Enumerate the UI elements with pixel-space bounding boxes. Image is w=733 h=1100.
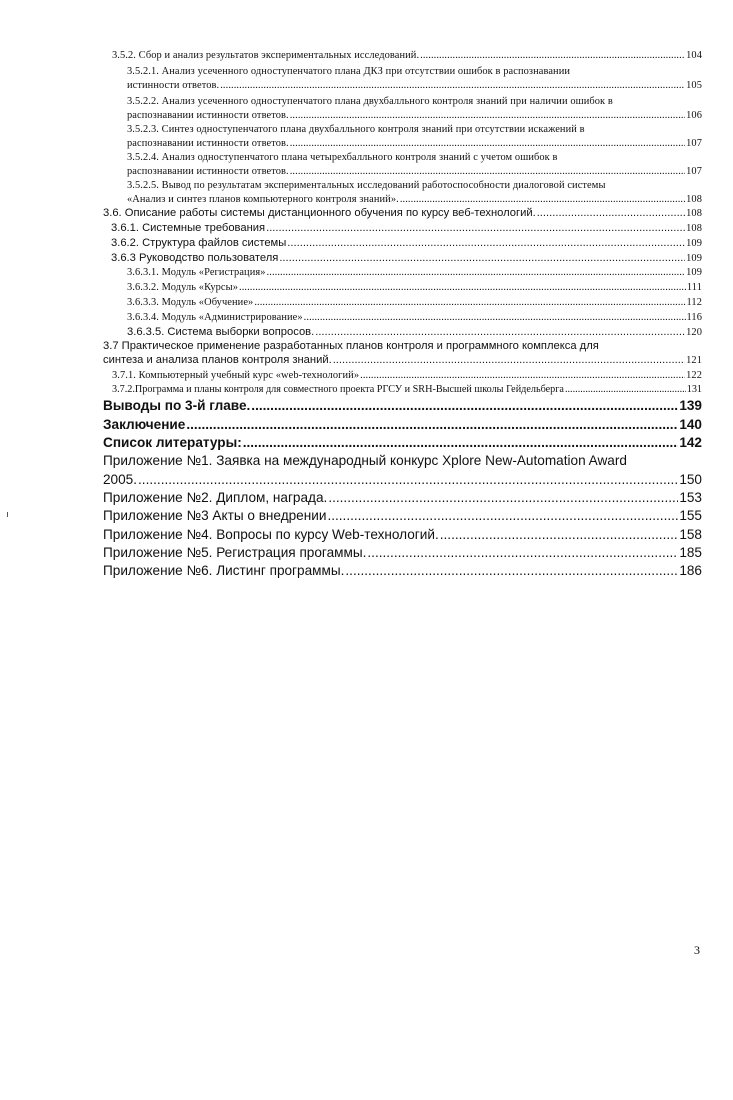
toc-entry-page: 155 xyxy=(679,508,702,523)
toc-entry-page: 185 xyxy=(679,545,702,560)
toc-entry xyxy=(111,252,702,264)
toc-entry-page: 120 xyxy=(686,327,702,338)
toc-leader xyxy=(239,282,686,293)
toc-entry-text: 3.6.3.4. Модуль «Администрирование» xyxy=(127,312,303,323)
toc-leader xyxy=(251,398,678,413)
toc-leader xyxy=(266,222,685,234)
toc-entry xyxy=(103,490,702,505)
toc-entry xyxy=(103,472,702,487)
toc-entry-text: 3.6.3.5. Система выборки вопросов. xyxy=(127,326,315,338)
toc-entry-text: Приложение №2. Диплом, награда. xyxy=(103,490,328,505)
toc-entry-page: 107 xyxy=(686,166,702,177)
toc-entry-line1 xyxy=(103,340,702,352)
toc-leader xyxy=(304,312,686,323)
toc-entry-text: Список литературы: xyxy=(103,435,242,450)
toc-entry-page: 139 xyxy=(679,398,702,413)
toc-leader xyxy=(267,267,686,278)
toc-leader xyxy=(328,490,678,505)
toc-entry-text: 3.6.3.3. Модуль «Обучение» xyxy=(127,297,254,308)
toc-entry-text: 3.6.1. Системные требования xyxy=(111,222,266,234)
toc-leader xyxy=(290,110,685,121)
toc-entry-text: 3.5.2.2. Анализ усеченного одноступенчатого плана двухбалльного контроля знаний при наличии ошибок в xyxy=(127,96,613,107)
toc-leader xyxy=(345,563,678,578)
toc-entry-page: 121 xyxy=(686,355,702,366)
toc-leader xyxy=(315,326,685,338)
toc-entry xyxy=(103,545,702,560)
toc-entry-page: 108 xyxy=(686,208,702,219)
toc-entry-text: 3.7.1. Компьютерный учебный курс «web-технологий» xyxy=(112,370,360,381)
toc-entry xyxy=(127,110,702,121)
toc-entry xyxy=(127,138,702,149)
toc-entry-text: 3.6.3 Руководство пользователя xyxy=(111,252,279,264)
toc-entry-text-cont: «Анализ и синтез планов компьютерного контроля знаний». xyxy=(127,194,399,205)
toc-entry xyxy=(103,563,702,578)
toc-entry-text: Приложение №3 Акты о внедрении xyxy=(103,508,327,523)
toc-entry-page: 104 xyxy=(686,50,702,61)
toc-entry-page: 106 xyxy=(686,110,702,121)
toc-leader xyxy=(420,50,685,61)
toc-entry-text-cont: распознавании истинности ответов. xyxy=(127,166,289,177)
toc-entry xyxy=(127,282,702,293)
toc-entry-line1 xyxy=(103,453,702,468)
toc-entry-text: 3.5.2. Сбор и анализ результатов экспериментальных исследований. xyxy=(112,50,420,61)
toc-entry-text: 3.5.2.1. Анализ усеченного одноступенчатого плана ДКЗ при отсутствии ошибок в распознавании xyxy=(127,66,571,77)
toc-leader xyxy=(279,252,685,264)
toc-entry-page: 150 xyxy=(679,472,702,487)
toc-entry-text: 3.6. Описание работы системы дистанционного обучения по курсу веб-технологий. xyxy=(103,207,536,219)
toc-entry xyxy=(127,80,702,91)
toc-entry xyxy=(127,326,702,338)
toc-leader xyxy=(290,138,685,149)
toc-entry xyxy=(127,166,702,177)
toc-entry-page: 109 xyxy=(686,238,702,249)
toc-entry-page: 158 xyxy=(679,527,702,542)
toc-leader xyxy=(287,237,685,249)
toc-entry xyxy=(103,435,702,450)
toc-leader xyxy=(400,194,685,205)
toc-entry-page: 131 xyxy=(686,384,702,395)
toc-entry-text: 3.5.2.4. Анализ одноступенчатого плана четырехбалльного контроля знаний с учетом ошибок в xyxy=(127,152,558,163)
toc-entry xyxy=(103,354,702,366)
toc-leader xyxy=(537,207,685,219)
toc-entry-text: Заключение xyxy=(103,417,186,432)
toc-leader xyxy=(565,384,686,395)
toc-leader xyxy=(138,472,678,487)
toc-entry-page: 105 xyxy=(686,80,702,91)
toc-entry-text: 3.6.3.1. Модуль «Регистрация» xyxy=(127,267,266,278)
toc-leader xyxy=(186,417,678,432)
toc-entry-text: Приложение №1. Заявка на международный конкурс Xplore New-Automation Award xyxy=(103,453,627,468)
toc-entry xyxy=(112,384,702,395)
toc-entry-page: 142 xyxy=(679,435,702,450)
toc-leader xyxy=(327,508,678,523)
toc-entry xyxy=(111,222,702,234)
toc-leader xyxy=(360,370,685,381)
toc-leader xyxy=(290,166,685,177)
toc-entry xyxy=(127,194,702,205)
toc-leader xyxy=(440,527,679,542)
toc-entry-page: 109 xyxy=(686,267,702,278)
toc-entry xyxy=(127,312,702,323)
toc-entry-text: Приложение №4. Вопросы по курсу Web-технологий. xyxy=(103,527,439,542)
toc-entry-page: 111 xyxy=(686,282,702,293)
toc-entry-text: 3.6.3.2. Модуль «Курсы» xyxy=(127,282,239,293)
toc-entry-text: Выводы по 3-й главе. xyxy=(103,398,251,413)
toc-entry-text: 3.7.2.Программа и планы контроля для совместного проекта РГСУ и SRH-Высшей школы Гейдельберга xyxy=(112,384,564,395)
toc-leader xyxy=(243,435,679,450)
toc-entry-page: 109 xyxy=(686,253,702,264)
toc-entry xyxy=(103,417,702,432)
toc-entry-line1 xyxy=(127,66,702,77)
toc-entry xyxy=(111,237,702,249)
toc-entry-text: 3.7 Практическое применение разработанных планов контроля и программного комплекса для xyxy=(103,340,599,352)
toc-entry-line1 xyxy=(127,180,702,191)
toc-leader xyxy=(333,354,685,366)
page-number: 3 xyxy=(694,943,700,957)
toc-entry-text: 3.5.2.5. Вывод по результатам экспериментальных исследований работоспособности диалоговой системы xyxy=(127,180,606,191)
toc-entry-page: 122 xyxy=(686,370,702,381)
toc-entry-line1 xyxy=(127,152,702,163)
toc-entry-line1 xyxy=(127,124,702,135)
toc-leader xyxy=(220,80,685,91)
toc-entry-text-cont: распознавании истинности ответов. xyxy=(127,110,289,121)
toc-entry-page: 108 xyxy=(686,194,702,205)
toc-entry xyxy=(127,267,702,278)
toc-entry-text: 3.5.2.3. Синтез одноступенчатого плана двухбалльного контроля знаний при отсутствии искажений в xyxy=(127,124,585,135)
toc-entry xyxy=(112,50,702,61)
toc-entry-page: 153 xyxy=(679,490,702,505)
toc-entry-line1 xyxy=(127,96,702,107)
toc-entry-page: 112 xyxy=(686,297,702,308)
toc-entry-text-cont: 2005. xyxy=(103,472,138,487)
toc-entry-text: Приложение №5. Регистрация прогаммы. xyxy=(103,545,367,560)
toc-entry-page: 140 xyxy=(679,417,702,432)
toc-entry-page: 116 xyxy=(686,312,702,323)
toc-entry-text: Приложение №6. Листинг программы. xyxy=(103,563,345,578)
toc-entry-page: 186 xyxy=(679,563,702,578)
toc-entry-page: 108 xyxy=(686,223,702,234)
toc-entry xyxy=(127,297,702,308)
toc-entry-text-cont: истинности ответов. xyxy=(127,80,220,91)
toc-entry-text-cont: синтеза и анализа планов контроля знаний. xyxy=(103,354,332,366)
toc-entry xyxy=(103,398,702,413)
scan-speck xyxy=(7,512,8,517)
toc-entry xyxy=(103,207,702,219)
toc-leader xyxy=(254,297,685,308)
toc-entry-page: 107 xyxy=(686,138,702,149)
toc-entry-text-cont: распознавании истинности ответов. xyxy=(127,138,289,149)
toc-leader xyxy=(367,545,678,560)
toc-entry xyxy=(103,508,702,523)
toc-entry-text: 3.6.2. Структура файлов системы xyxy=(111,237,287,249)
toc-entry xyxy=(112,370,702,381)
toc-entry xyxy=(103,527,702,542)
